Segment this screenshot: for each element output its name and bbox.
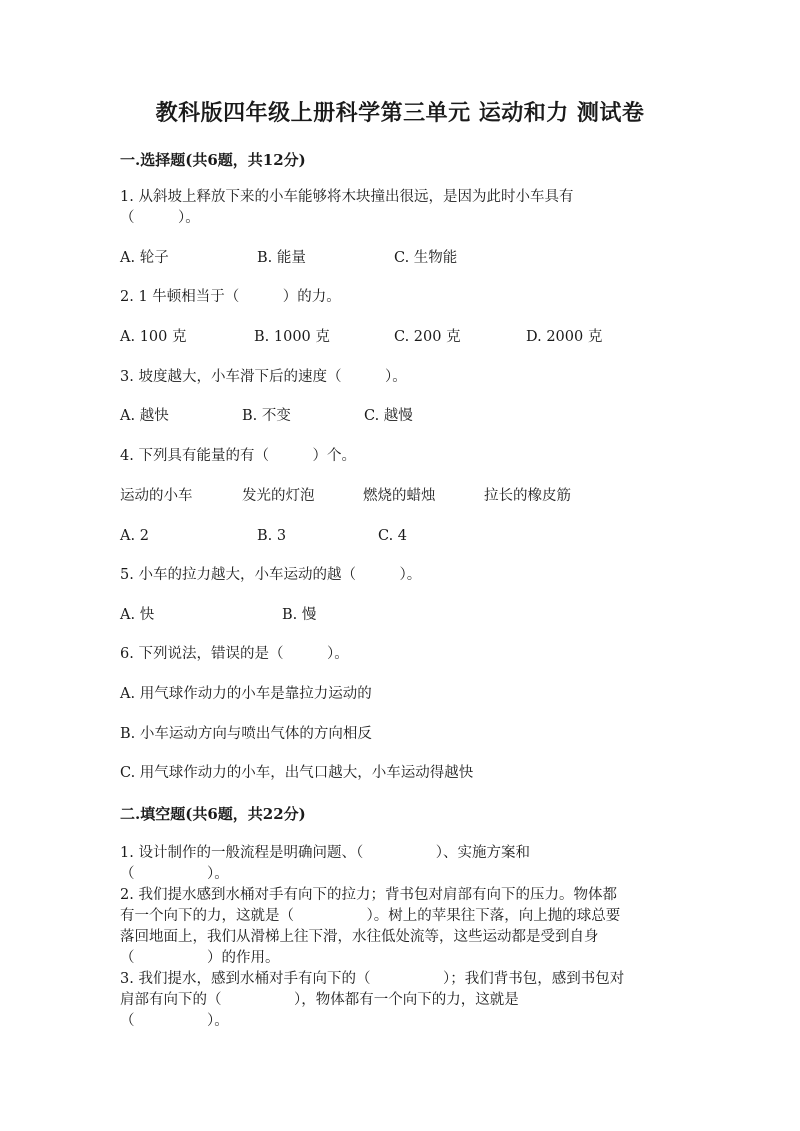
question-2-option-c: C. 200 克 [394, 329, 461, 345]
question-4-option-b: B. 3 [257, 528, 287, 544]
question-4-stem: 4. 下列具有能量的有（ ）个。 [120, 448, 356, 464]
page-title: 教科版四年级上册科学第三单元 运动和力 测试卷 [155, 100, 645, 126]
question-2-option-a: A. 100 克 [120, 329, 187, 345]
question-2-stem: 2. 1 牛顿相当于（ ）的力。 [120, 289, 341, 305]
question-2-option-d: D. 2000 克 [526, 329, 603, 345]
question-3-option-a: A. 越快 [120, 408, 169, 424]
section-heading-choice: 一.选择题(共6题，共12分) [120, 151, 306, 169]
question-4-item-4: 拉长的橡皮筋 [484, 488, 571, 504]
fill-line-3: 2. 我们提水感到水桶对手有向下的拉力；背书包对肩部有向下的压力。物体都 [120, 887, 617, 903]
section-heading-fill-blank: 二.填空题(共6题，共22分) [120, 805, 306, 823]
question-4-item-1: 运动的小车 [120, 488, 193, 504]
question-6-option-a: A. 用气球作动力的小车是靠拉力运动的 [120, 686, 372, 702]
question-1-stem-cont: （ ）。 [120, 210, 200, 226]
fill-line-1: 1. 设计制作的一般流程是明确问题、（ ）、实施方案和 [120, 845, 530, 861]
question-1-option-a: A. 轮子 [120, 250, 169, 266]
question-5-option-b: B. 慢 [282, 607, 317, 623]
question-5-option-a: A. 快 [120, 607, 155, 623]
question-4-item-2: 发光的灯泡 [242, 488, 315, 504]
fill-line-5: 落回地面上，我们从滑梯上往下滑，水往低处流等，这些运动都是受到自身 [120, 929, 599, 945]
question-4-option-a: A. 2 [120, 528, 149, 544]
question-1-option-c: C. 生物能 [394, 250, 458, 266]
question-4-option-c: C. 4 [378, 528, 408, 544]
question-6-option-b: B. 小车运动方向与喷出气体的方向相反 [120, 726, 372, 742]
fill-line-4: 有一个向下的力，这就是（ ）。树上的苹果往下落，向上抛的球总要 [120, 908, 621, 924]
question-1-option-b: B. 能量 [257, 250, 306, 266]
question-6-option-c: C. 用气球作动力的小车，出气口越大，小车运动得越快 [120, 765, 474, 781]
question-6-stem: 6. 下列说法，错误的是（ ）。 [120, 646, 349, 662]
fill-line-6: （ ）的作用。 [120, 950, 280, 966]
question-5-stem: 5. 小车的拉力越大，小车运动的越（ ）。 [120, 567, 422, 583]
question-1-stem: 1. 从斜坡上释放下来的小车能够将木块撞出很远，是因为此时小车具有 [120, 189, 574, 205]
question-3-option-c: C. 越慢 [364, 408, 413, 424]
question-2-option-b: B. 1000 克 [254, 329, 330, 345]
fill-line-2: （ ）。 [120, 866, 229, 882]
fill-line-8: 肩部有向下的（ ），物体都有一个向下的力，这就是 [120, 992, 519, 1008]
question-3-option-b: B. 不变 [242, 408, 291, 424]
question-4-item-3: 燃烧的蜡烛 [363, 488, 436, 504]
fill-line-7: 3. 我们提水，感到水桶对手有向下的（ ）；我们背书包，感到书包对 [120, 971, 625, 987]
question-3-stem: 3. 坡度越大，小车滑下后的速度（ ）。 [120, 369, 407, 385]
fill-line-9: （ ）。 [120, 1013, 229, 1029]
